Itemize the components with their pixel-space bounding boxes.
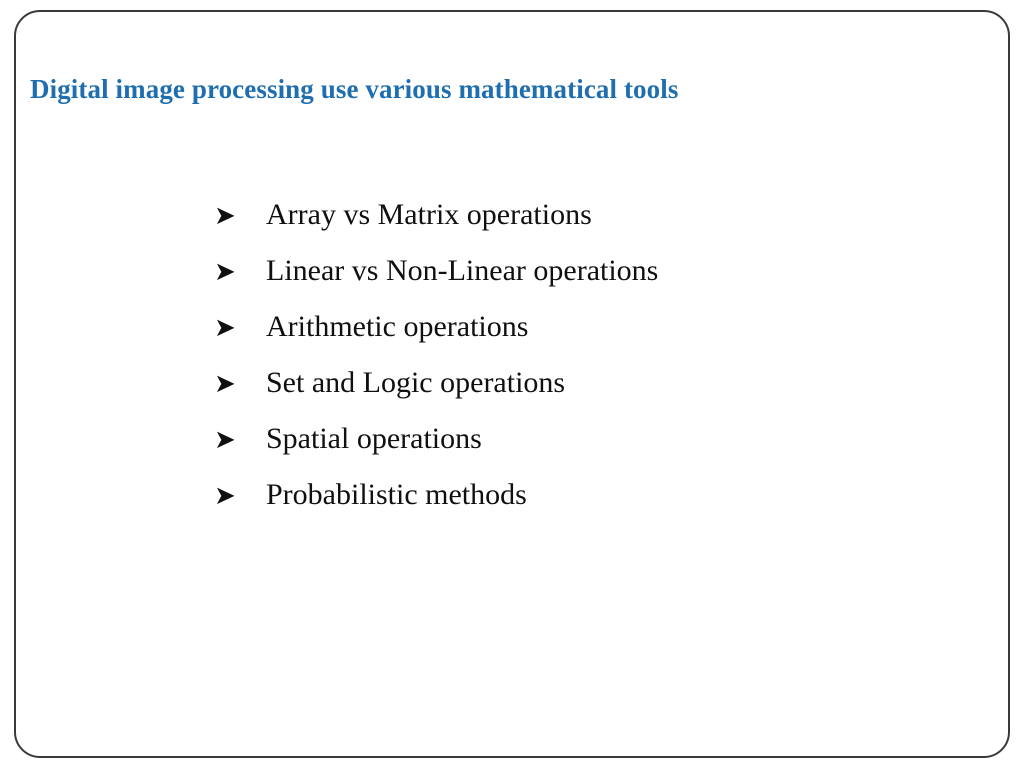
arrow-bullet-icon: ➤ xyxy=(214,481,236,511)
list-item-label: Set and Logic operations xyxy=(266,366,566,399)
list-item-label: Spatial operations xyxy=(266,422,482,455)
list-item xyxy=(214,420,954,459)
arrow-bullet-icon: ➤ xyxy=(214,257,236,287)
arrow-bullet-icon: ➤ xyxy=(214,201,236,231)
list-item-label: Probabilistic methods xyxy=(266,478,527,511)
list-item xyxy=(214,364,954,403)
list-item-label: Linear vs Non-Linear operations xyxy=(266,254,659,287)
arrow-bullet-icon: ➤ xyxy=(214,313,236,343)
list-item xyxy=(214,252,954,291)
list-item xyxy=(214,476,954,515)
arrow-bullet-icon: ➤ xyxy=(214,425,236,455)
list-item-label: Array vs Matrix operations xyxy=(266,198,592,231)
list-item-label: Arithmetic operations xyxy=(266,310,529,343)
arrow-bullet-icon: ➤ xyxy=(214,369,236,399)
page-title: Digital image processing use various mathematical tools xyxy=(30,74,679,104)
bullet-list xyxy=(214,196,954,532)
list-item xyxy=(214,308,954,347)
list-item xyxy=(214,196,954,235)
